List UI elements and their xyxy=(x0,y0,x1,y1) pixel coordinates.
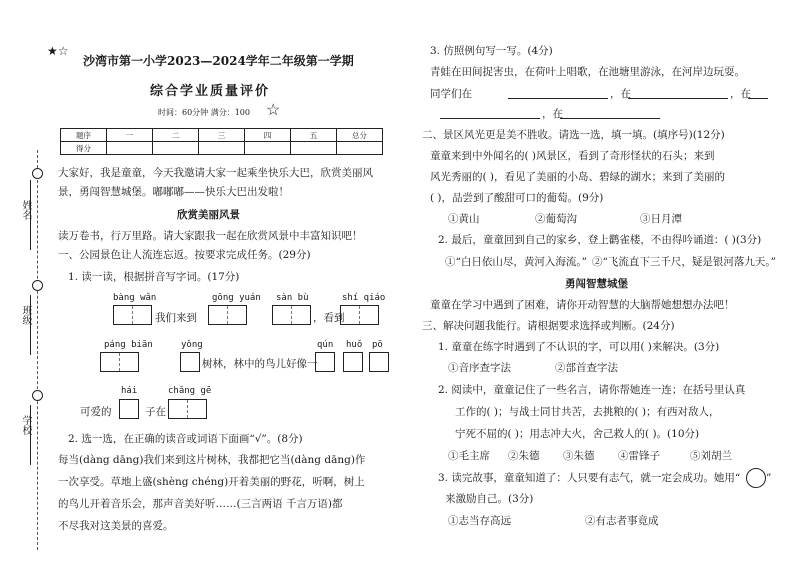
question-line: 来激励自己。(3分) xyxy=(445,493,534,505)
writing-box[interactable] xyxy=(100,352,139,372)
option: ③日月潭 xyxy=(640,213,682,225)
score-header-cell: 二 xyxy=(153,129,199,142)
pinyin: chǎng gē xyxy=(168,386,212,396)
score-row-label: 得分 xyxy=(61,142,107,155)
binding-hole xyxy=(32,390,43,401)
writing-box[interactable] xyxy=(119,399,139,419)
corner-stars-icon: ★☆ xyxy=(47,44,69,58)
exam-meta: 时间：60分钟 满分：100 xyxy=(158,108,250,117)
school-line[interactable] xyxy=(30,405,31,465)
binding-hole xyxy=(32,280,43,291)
writing-box[interactable] xyxy=(369,352,389,372)
passage-line: 一次享受。草地上盛(shèng chéng)开着美丽的野花，听啊，树上 xyxy=(58,476,365,488)
question-line: ( )，品尝到了酸甜可口的葡萄。(9分) xyxy=(430,192,604,204)
paragraph: 读万卷书，行万里路。请大家跟我一起在欣赏风景中丰富知识吧！ xyxy=(58,230,363,242)
pinyin: qún xyxy=(317,340,334,350)
answer-line[interactable] xyxy=(440,118,540,119)
score-cell[interactable] xyxy=(337,142,383,155)
passage-line: 的鸟儿开着音乐会，那声音美好听……(三言两语 千言万语)都 xyxy=(58,498,343,510)
pinyin: huǒ xyxy=(346,340,363,350)
option: ②部首查字法 xyxy=(555,362,618,374)
score-header-cell: 三 xyxy=(199,129,245,142)
writing-box[interactable] xyxy=(272,305,311,325)
binding-hole xyxy=(32,168,43,179)
fill-text: ，在 xyxy=(542,108,563,120)
writing-box[interactable] xyxy=(208,305,247,325)
score-header-cell: 五 xyxy=(291,129,337,142)
writing-box[interactable] xyxy=(180,352,200,372)
score-header-cell: 题序 xyxy=(61,129,107,142)
pinyin: sàn bù xyxy=(276,293,309,303)
writing-box[interactable] xyxy=(113,305,152,325)
paragraph: 童童在学习中遇到了困难，请你开动智慧的大脑帮她想想办法吧！ xyxy=(430,299,735,311)
answer-line[interactable] xyxy=(560,118,660,119)
school-title: 沙湾市第一小学2023—2024学年二年级第一学期 xyxy=(83,54,354,68)
intro-line: 大家好，我是童童，今天我邀请大家一起乘坐快乐大巴，欣赏美丽风 xyxy=(58,167,373,179)
option: ②“飞流直下三千尺，疑是银河落九天。” xyxy=(592,256,776,268)
answer-circle[interactable] xyxy=(746,468,766,488)
option: ④雷锋子 xyxy=(618,450,660,462)
score-cell[interactable] xyxy=(245,142,291,155)
option: ②葡萄沟 xyxy=(535,213,577,225)
page-title: 综合学业质量评价 xyxy=(150,84,271,99)
score-table xyxy=(60,128,383,155)
question-item: 3. 读完故事，童童知道了：人只要有志气，就一定会成功。她用“ xyxy=(438,472,741,484)
writing-box[interactable] xyxy=(315,352,335,372)
answer-line[interactable] xyxy=(628,98,728,99)
writing-box[interactable] xyxy=(343,352,363,372)
writing-box[interactable] xyxy=(340,305,379,325)
score-header-cell: 总分 xyxy=(337,129,383,142)
pinyin: gōng yuán xyxy=(212,293,261,303)
score-cell[interactable] xyxy=(153,142,199,155)
question-item: 2. 阅读中，童童记住了一些名言，请你帮她连一连；在括号里认真 xyxy=(438,384,746,396)
class-label: 班级 xyxy=(20,305,31,325)
score-header-cell: 四 xyxy=(245,129,291,142)
pinyin: páng biān xyxy=(104,340,153,350)
pinyin: hái xyxy=(121,386,138,396)
question-heading: 二、景区风光更是美不胜收。请选一选，填一填。(填序号)(12分) xyxy=(422,129,725,141)
option: ②朱德 xyxy=(508,450,540,462)
score-cell[interactable] xyxy=(199,142,245,155)
question-item: 3. 仿照例句写一写。(4分) xyxy=(430,45,553,57)
question-heading: 三、解决问题我能行。请根据要求选择或判断。(24分) xyxy=(422,320,675,332)
fill-text: 可爱的 xyxy=(80,406,112,418)
answer-line[interactable] xyxy=(748,98,768,99)
option: ①毛主席 xyxy=(448,450,490,462)
star-icon: ☆ xyxy=(266,100,281,119)
pinyin: pō xyxy=(372,340,383,350)
question-item: 1. 读一读，根据拼音写字词。(17分) xyxy=(68,271,240,283)
pinyin: yǒng xyxy=(181,340,203,350)
fill-text: 同学们在 xyxy=(430,88,472,100)
question-line: 童童来到中外闻名的( )风景区，看到了奇形怪状的石头；来到 xyxy=(430,150,715,162)
score-cell[interactable] xyxy=(291,142,337,155)
option: ①志当存高远 xyxy=(448,515,511,527)
answer-line[interactable] xyxy=(508,98,608,99)
passage-line: 不尽我对这美景的喜爱。 xyxy=(58,520,174,532)
pinyin: shí qiáo xyxy=(342,293,386,303)
name-label: 姓名 xyxy=(20,200,31,220)
question-item: 2. 选一选，在正确的读音或词语下面画“√”。(8分) xyxy=(68,433,303,445)
question-item: 1. 童童在练字时遇到了不认识的字，可以用( )来解决。(3分) xyxy=(438,341,720,353)
option: ①黄山 xyxy=(448,213,480,225)
option: ③朱德 xyxy=(563,450,595,462)
example-sentence: 青蛙在田间捉害虫，在荷叶上唱歌，在池塘里游泳，在河岸边玩耍。 xyxy=(430,66,745,78)
name-line[interactable] xyxy=(30,180,31,250)
intro-line: 景，勇闯智慧城堡。嘟嘟嘟——快乐大巴出发啦！ xyxy=(58,186,289,198)
score-header-cell: 一 xyxy=(107,129,153,142)
fill-text: 树林，林中的鸟儿好像一 xyxy=(202,358,318,370)
question-item: 2. 最后，童童回到自己的家乡，登上鹳雀楼，不由得吟诵道：( )(3分) xyxy=(438,234,762,246)
class-line[interactable] xyxy=(30,295,31,355)
option: ①音序查字法 xyxy=(448,362,511,374)
option: ①“白日依山尽，黄河入海流。” xyxy=(445,256,587,268)
fill-text: ，看到 xyxy=(313,312,345,324)
question-line: 风光秀丽的( )，看见了美丽的小岛、碧绿的湖水；来到了美丽的 xyxy=(430,171,726,183)
question-heading: 一、公园景色让人流连忘返。按要求完成任务。(29分) xyxy=(58,249,311,261)
question-line: 宁死不屈的( )；用志冲大火，舍己救人的( )。(10分) xyxy=(455,428,700,440)
quote-mark: ” xyxy=(766,472,772,484)
section-title: 勇闯智慧城堡 xyxy=(565,278,628,290)
question-line: 工作的( )；与战士同甘共苦，去挑粮的( )；有西对敌人， xyxy=(455,406,720,418)
fill-text: ，在 xyxy=(730,88,751,100)
binding-line xyxy=(37,150,38,550)
pinyin: bàng wǎn xyxy=(113,293,157,303)
fill-text: 我们来到 xyxy=(155,312,197,324)
passage-line: 每当(dàng dāng)我们来到这片树林，我都把它当(dàng dāng)作 xyxy=(58,454,366,466)
score-cell[interactable] xyxy=(107,142,153,155)
section-title: 欣赏美丽风景 xyxy=(177,209,240,221)
school-label: 学校 xyxy=(20,415,31,435)
writing-box[interactable] xyxy=(168,399,207,419)
option: ②有志者事竟成 xyxy=(585,515,659,527)
option: ⑤刘胡兰 xyxy=(690,450,732,462)
fill-text: ，在 xyxy=(610,88,631,100)
fill-text: 子在 xyxy=(145,406,166,418)
